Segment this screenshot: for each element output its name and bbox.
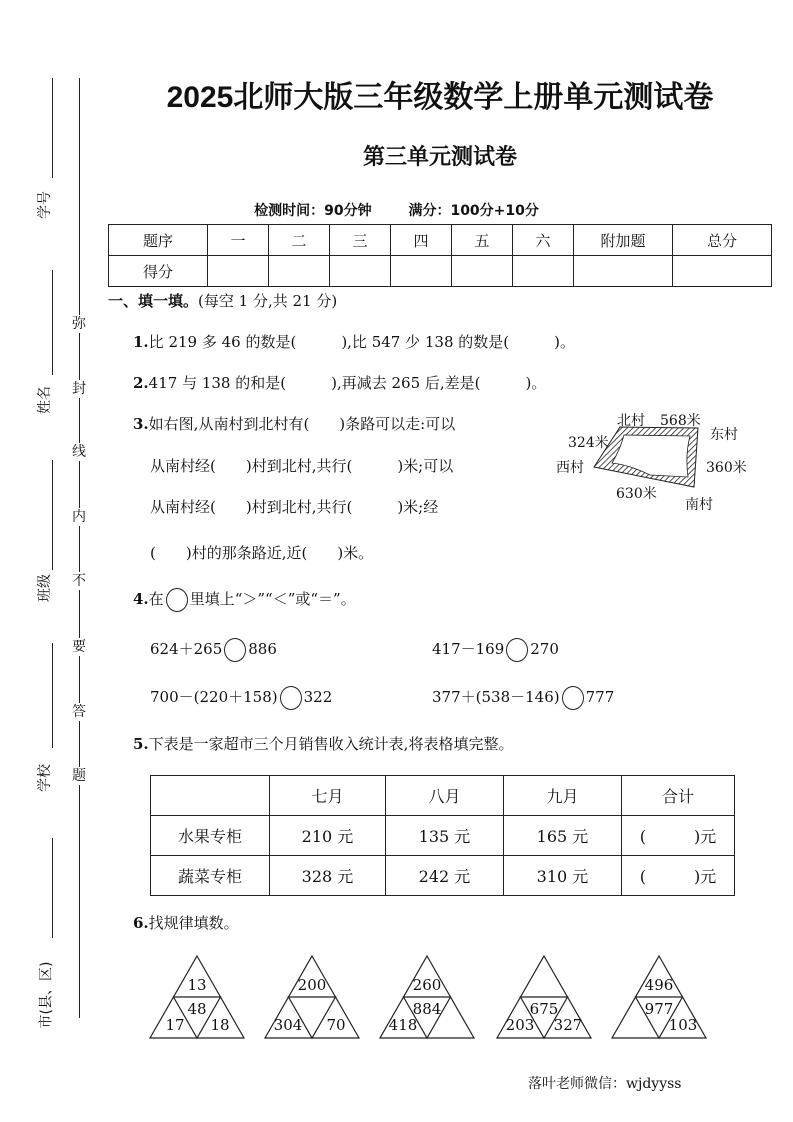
triangle-left: 203 [505, 1016, 535, 1034]
section-note: (每空 1 分,共 21 分) [198, 292, 338, 310]
score-cell: 得分 [109, 256, 208, 287]
sales-cell: 165 元 [504, 816, 622, 856]
page-title: 2025北师大版三年级数学上册单元测试卷 [166, 81, 714, 114]
question-5: 5.下表是一家超市三个月销售收入统计表,将表格填完整。 [133, 735, 514, 753]
exam-time: 检测时间：90分钟 [254, 203, 372, 219]
sales-cell: 七月 [270, 776, 386, 816]
field-label-student-id: 学号 [37, 191, 53, 219]
field-line-school [52, 643, 53, 748]
compare-answer-circle[interactable] [562, 686, 584, 710]
seal-char: 答 [72, 704, 86, 720]
field-line-name [52, 270, 53, 375]
sales-cell: 242 元 [386, 856, 504, 896]
question-3-line-2: 从南村经( )村到北村,共行( )米;可以 [150, 457, 454, 475]
triangle-top: 260 [412, 976, 442, 994]
score-cell: 四 [391, 225, 452, 256]
sales-cell: 九月 [504, 776, 622, 816]
triangle-left: 418 [388, 1016, 418, 1034]
score-cell: 一 [208, 225, 269, 256]
section-heading [108, 290, 337, 311]
field-label-class: 班级 [37, 574, 53, 602]
score-cell: 总分 [673, 225, 772, 256]
field-line-city [52, 838, 53, 938]
sales-cell: 310 元 [504, 856, 622, 896]
sales-cell [151, 776, 270, 816]
score-table [108, 224, 772, 287]
question-6: 6.找规律填数。 [133, 914, 239, 932]
score-input-cell[interactable] [208, 256, 269, 287]
triangle-top: 496 [644, 976, 674, 994]
seal-char: 题 [72, 768, 86, 784]
score-input-cell[interactable] [269, 256, 330, 287]
sales-cell: 蔬菜专柜 [151, 856, 270, 896]
compare-item: 377＋(538－146) 777 [432, 686, 614, 710]
score-table-score-row [109, 256, 772, 287]
score-cell: 六 [513, 225, 574, 256]
triangle-right: 70 [326, 1016, 346, 1034]
field-line-student-id [52, 78, 53, 178]
triangle-right: 103 [668, 1016, 698, 1034]
label-north-east-distance: 568米 [660, 413, 701, 429]
triangle-center: 977 [644, 1000, 674, 1018]
exam-meta [0, 200, 793, 220]
sales-table-header [151, 776, 735, 816]
triangle-top: 200 [297, 976, 327, 994]
label-west-village: 西村 [556, 460, 584, 476]
question-2: 2.417 与 138 的和是( ),再减去 265 后,差是( )。 [133, 374, 547, 392]
sales-cell: 135 元 [386, 816, 504, 856]
sales-cell: 210 元 [270, 816, 386, 856]
question-3-line-1: 3.如右图,从南村到北村有( )条路可以走:可以 [133, 415, 456, 433]
question-3-line-3: 从南村经( )村到北村,共行( )米;经 [150, 498, 439, 516]
seal-char: 不 [72, 573, 86, 589]
sales-cell: 水果专柜 [151, 816, 270, 856]
compare-answer-circle[interactable] [506, 638, 528, 662]
score-input-cell[interactable] [513, 256, 574, 287]
score-cell: 二 [269, 225, 330, 256]
triangle-right: 327 [553, 1016, 583, 1034]
label-west-north-distance: 324米 [568, 435, 609, 451]
seal-char: 封 [72, 381, 86, 397]
sales-table [150, 775, 735, 896]
compare-item: 624＋265 886 [150, 638, 277, 662]
compare-answer-circle[interactable] [280, 686, 302, 710]
seal-char: 要 [72, 639, 86, 655]
score-table-header-row [109, 225, 772, 256]
score-cell: 附加题 [574, 225, 673, 256]
compare-item: 417－169 270 [432, 638, 559, 662]
field-label-school: 学校 [37, 764, 53, 792]
triangle-center: 48 [187, 1000, 207, 1018]
question-4: 4.在 里填上“＞”“＜”或“＝”。 [133, 588, 356, 612]
label-east-south-distance: 360米 [706, 460, 747, 476]
label-east-village: 东村 [710, 427, 738, 443]
triangle-left: 304 [273, 1016, 303, 1034]
exam-full-score: 满分：100分+10分 [408, 203, 539, 219]
sales-table-row [151, 816, 735, 856]
label-south-west-distance: 630米 [616, 486, 657, 502]
sales-cell: 八月 [386, 776, 504, 816]
sales-table-row [151, 856, 735, 896]
seal-char: 弥 [72, 316, 86, 332]
compare-answer-circle[interactable] [224, 638, 246, 662]
score-cell: 五 [452, 225, 513, 256]
compare-circle-icon [166, 588, 188, 612]
seal-char: 线 [72, 444, 86, 460]
score-input-cell[interactable] [330, 256, 391, 287]
question-1: 1.比 219 多 46 的数是( ),比 547 少 138 的数是( )。 [133, 333, 575, 351]
field-label-name: 姓名 [37, 386, 53, 414]
triangle-top: 13 [187, 976, 207, 994]
score-cell: 题序 [109, 225, 208, 256]
triangle-center: 675 [529, 1000, 559, 1018]
field-label-city: 市(县、区) [38, 961, 55, 1029]
triangle-center: 884 [412, 1000, 442, 1018]
score-input-cell[interactable] [391, 256, 452, 287]
triangle-right: 18 [210, 1016, 230, 1034]
sales-total-blank[interactable]: ( )元 [622, 816, 735, 856]
footer-contact: 落叶老师微信：wjdyyss [528, 1076, 682, 1092]
sales-total-blank[interactable]: ( )元 [622, 856, 735, 896]
triangle-left: 17 [165, 1016, 185, 1034]
score-input-cell[interactable] [574, 256, 673, 287]
score-cell: 三 [330, 225, 391, 256]
page-subtitle: 第三单元测试卷 [362, 145, 517, 170]
field-line-class [52, 460, 53, 570]
score-input-cell[interactable] [673, 256, 772, 287]
sales-cell: 合计 [622, 776, 735, 816]
question-3-line-4: ( )村的那条路近,近( )米。 [150, 544, 374, 562]
section-title: 一、填一填。 [108, 292, 199, 310]
label-south-village: 南村 [685, 497, 713, 513]
sales-cell: 328 元 [270, 856, 386, 896]
compare-item: 700－(220＋158) 322 [150, 686, 332, 710]
label-north-village: 北村 [617, 413, 645, 429]
seal-char: 内 [72, 509, 86, 525]
score-input-cell[interactable] [452, 256, 513, 287]
